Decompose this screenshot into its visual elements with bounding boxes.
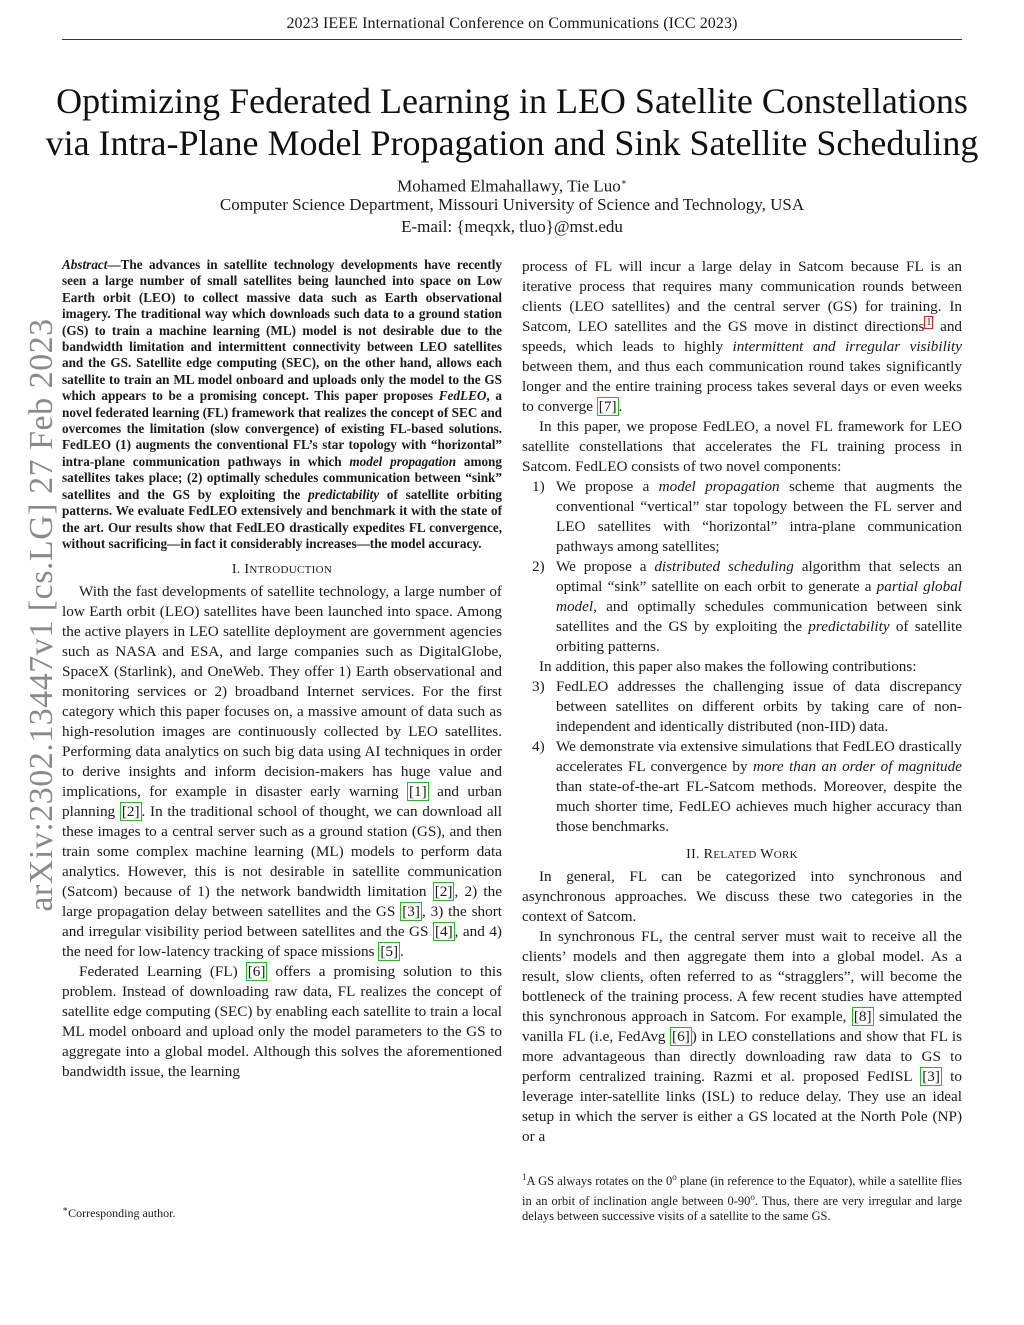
abstract-label: Abstract xyxy=(62,257,108,272)
abstract-text-1: —The advances in satellite technology developments have recently seen a large number of small satellites being launched into space on Low Earth orbit (LEO) to collect massive data such as Earth observational imagery. The traditional way which downloads such data to a ground station (GS) to train a machine learning (ML) model is not desirable due to the bandwidth limitation and intermittent connectivity between LEO satellites and the GS. Satellite edge computing (SEC), on the other hand, allows each satellite to train an ML model onboard and uploads only the model to the GS which appears to be a promising concept. This paper proposes xyxy=(62,257,502,404)
footnote-text: Corresponding author. xyxy=(68,1206,176,1220)
degree-mark: o xyxy=(672,1172,677,1182)
section-1-heading xyxy=(62,562,502,578)
section-2-number: II. xyxy=(686,847,700,862)
text: simulated the vanilla FL (i.e, FedAvg xyxy=(522,1008,962,1045)
arxiv-stamp: arXiv:2302.13447v1 [cs.LG] 27 Feb 2023 xyxy=(23,318,60,912)
text: , and 4) the need for low-latency tracking of space missions xyxy=(62,923,502,961)
text: to leverage inter-satellite links (ISL) to reduce delay. They use an ideal setup in which the server is either a GS located at the North Pole (NP) or a xyxy=(522,1068,962,1145)
list-item xyxy=(522,557,962,657)
text: algorithm that selects an optimal “sink” satellite on each orbit to generate a xyxy=(556,558,962,595)
footnote-text: plane (in reference to the Equator), while a satellite flies in an orbit of inclination angle between 0-90 xyxy=(522,1174,962,1208)
citation-1[interactable]: [1] xyxy=(409,783,427,801)
conference-header: 2023 IEEE International Conference on Communications (ICC 2023) xyxy=(286,15,738,32)
citation-3[interactable]: [3] xyxy=(402,903,420,921)
list-item xyxy=(522,737,962,837)
abstract-text-3: among satellites takes place; (2) optimally schedules communication between “sink” satellites and the GS by exploiting the xyxy=(62,453,502,502)
text: and urban planning xyxy=(62,783,502,821)
text: . In the traditional school of thought, we can download all these images to a central server such as a ground station (GS), and then train some complex machine learning (ML) models to perform data analytics. However, this is not desirable in satellite communication (Satcom) because of 1) the network bandwidth limitation xyxy=(62,803,502,901)
item-number: 3) xyxy=(532,678,545,695)
text: We propose a xyxy=(556,478,659,495)
contributions-intro: In addition, this paper also makes the following contributions: xyxy=(539,658,917,675)
text: . xyxy=(400,943,404,961)
related-paragraph-1: In general, FL can be categorized into synchronous and asynchronous approaches. We discuss these two categories in the context of Satcom. xyxy=(522,868,962,925)
emphasis: distributed scheduling xyxy=(654,558,794,575)
citation-2b[interactable]: [2] xyxy=(434,883,453,901)
item-number: 4) xyxy=(532,738,545,755)
text: between them, and thus each communication round takes significantly longer and the entire training process takes several days or even weeks to converge xyxy=(522,358,962,415)
paper-title xyxy=(40,80,984,164)
section-2-heading xyxy=(522,847,962,863)
footnote-text: . Thus, there are very irregular and large delays between successive visits of a satellite to the same GS. xyxy=(522,1193,962,1224)
intro-paragraph-2 xyxy=(62,962,502,1082)
footnote-mark: ∗ xyxy=(62,1204,69,1214)
citation-4[interactable]: [4] xyxy=(434,923,453,941)
intro-paragraph-1 xyxy=(62,582,502,962)
citation-6b[interactable]: [6] xyxy=(672,1028,690,1045)
list-item xyxy=(522,677,962,737)
authors xyxy=(0,172,1024,197)
emphasis: more than an order of magnitude xyxy=(753,758,962,775)
author-names: Mohamed Elmahallawy, Tie Luo xyxy=(397,176,621,196)
email: E-mail: {meqxk, tluo}@mst.edu xyxy=(401,217,623,236)
text: and speeds, which leads to highly xyxy=(522,318,963,355)
text: In synchronous FL, the central server must wait to receive all the clients’ models and then aggregate them into a global model. As a result, slow clients, often referred to as “stragglers”, will become the bottleneck of the training process. A few recent studies have attempted this synchronous approach in Satcom. For example, xyxy=(522,928,962,1025)
affiliation: Computer Science Department, Missouri University of Science and Technology, USA xyxy=(219,195,805,214)
title-line-1: Optimizing Federated Learning in LEO Satellite Constellations xyxy=(56,81,968,121)
section-2-title-2: ORK xyxy=(773,849,798,861)
citation-5[interactable]: [5] xyxy=(380,943,399,961)
footnote-text: A GS always rotates on the 0 xyxy=(526,1174,673,1189)
intro-paragraph-3: In this paper, we propose FedLEO, a novel FL framework for LEO satellite constellations that accelerates the FL training process in Satcom. FedLEO consists of two novel components: xyxy=(522,418,962,475)
citation-2[interactable]: [2] xyxy=(121,803,140,821)
emphasis: model propagation xyxy=(658,478,780,495)
text: We demonstrate via extensive simulations that FedLEO drastically accelerates FL convergence by xyxy=(556,738,962,775)
footnote-1 xyxy=(522,1170,962,1225)
left-column xyxy=(62,257,502,1082)
text: , 2) the large propagation delay between satellites and the GS xyxy=(62,883,502,921)
citation-6[interactable]: [6] xyxy=(247,963,266,981)
text: Federated Learning (FL) xyxy=(79,963,246,981)
text: With the fast developments of satellite technology, a large number of low Earth orbit (LEO) satellites have been launched into space. Among the active players in LEO satellite deployment are government agencies such as NASA and ESA, and large companies such as DigitalGlobe, SpaceX (Starlink), and OneWeb. They offer 1) Earth observational and monitoring services or 2) broadband Internet services. For the first category which this paper focuses on, a massive amount of data such as high-resolution images are continuously collected by LEO satellites. Performing data analytics on such big data using AI techniques in order to derive insights and inform decision-makers has huge value and implications, for example in disaster early warning xyxy=(62,583,502,801)
abstract-fedleo: FedLEO xyxy=(438,388,487,404)
citation-8[interactable]: [8] xyxy=(853,1008,872,1025)
section-2-title-1: ELATED xyxy=(713,849,757,861)
section-1-initial: I xyxy=(244,562,250,578)
text: process of FL will incur a large delay in Satcom because FL is an iterative process that requires many communication rounds between clients (LEO satellites) and the central server (GS) for training. In Satcom, LEO satellites and the GS move in distinct directions xyxy=(522,258,962,335)
corresponding-mark: ∗ xyxy=(620,177,627,187)
abstract-text-2: , a novel federated learning (FL) framework that realizes the concept of SEC and overcomes the limitation (slow convergence) of existing FL-based solutions. FedLEO (1) augments the conventional FL’s star topology with “horizontal” intra-plane communication pathways in which xyxy=(62,388,502,469)
contribution-list-1 xyxy=(522,477,962,657)
emphasis: intermittent and irregular visibility xyxy=(732,338,962,355)
related-paragraph-2 xyxy=(522,927,962,1147)
text: ) in LEO constellations and show that FL is more advantageous than directly downloading raw data to GS to perform centralized training. Razmi et al. proposed FedISL xyxy=(522,1028,962,1085)
footnote-ref-1[interactable]: 1 xyxy=(926,316,932,328)
contribution-list-2 xyxy=(522,677,962,837)
section-1-title: NTRODUCTION xyxy=(249,564,333,577)
abstract-text-4: of satellite orbiting patterns. We evaluate FedLEO extensively and benchmark it with the state of the art. Our results show that FedLEO drastically expedites FL convergence, without sacrificing—in fact it considerably increases—the model accuracy. xyxy=(62,486,502,551)
section-2-initial-2: W xyxy=(760,847,774,862)
right-column xyxy=(522,257,962,1147)
text: than state-of-the-art FL-Satcom methods. Moreover, despite the much shorter time, FedLEO achieves much higher accuracy than those benchmarks. xyxy=(556,778,962,835)
text: , and optimally schedules communication between sink satellites and the GS by exploiting the xyxy=(556,598,962,635)
header-rule xyxy=(62,39,962,40)
text: . xyxy=(618,398,623,415)
text: scheme that augments the conventional “vertical” star topology between the FL server and LEO satellites with “horizontal” intra-plane communication pathways among satellites; xyxy=(556,478,963,555)
degree-mark: o xyxy=(750,1191,755,1202)
text: offers a promising solution to this problem. Instead of downloading raw data, FL realizes the concept of satellite edge computing (SEC) by enabling each satellite to train a local ML model onboard and upload only the model parameters to the GS to aggregate into a global model. Although this solves the aforementioned bandwidth issue, the learning xyxy=(62,963,502,1081)
emphasis: predictability xyxy=(808,618,890,635)
abstract-predictability: predictability xyxy=(308,486,380,502)
abstract-model-propagation: model propagation xyxy=(349,453,457,469)
title-line-2: via Intra-Plane Model Propagation and Sink Satellite Scheduling xyxy=(45,123,979,163)
citation-7[interactable]: [7] xyxy=(598,398,617,415)
text: FedLEO addresses the challenging issue of data discrepancy between satellites on different orbits by taking care of non-independent and identically distributed (non-IID) data. xyxy=(556,678,962,735)
citation-3b[interactable]: [3] xyxy=(922,1068,940,1085)
section-2-initial-1: R xyxy=(703,847,714,862)
emphasis: partial global model xyxy=(556,578,962,615)
section-1-number: I. xyxy=(231,562,241,578)
intro-continuation xyxy=(522,257,962,417)
list-item xyxy=(522,477,962,557)
abstract xyxy=(62,257,502,552)
item-number: 2) xyxy=(532,558,545,575)
footnote-mark: 1 xyxy=(522,1172,527,1182)
footnote-corresponding xyxy=(62,1202,502,1221)
text: We propose a xyxy=(556,558,655,575)
text: of satellite orbiting patterns. xyxy=(556,618,962,655)
item-number: 1) xyxy=(532,478,545,495)
text: , 3) the short and irregular visibility period between satellites and the GS xyxy=(62,903,502,941)
